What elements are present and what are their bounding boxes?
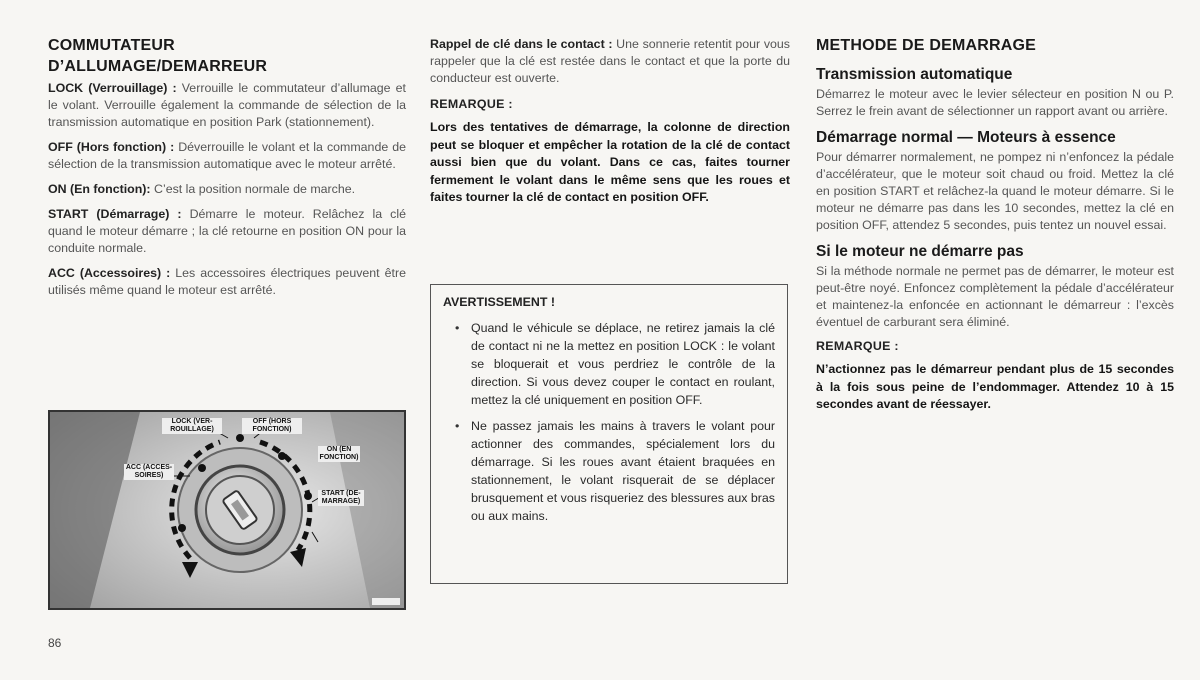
start-label: START (Démarrage) : bbox=[48, 207, 182, 221]
acc-text: Les accessoires électriques peuvent être utilisés même quand le moteur est arrêté. bbox=[48, 266, 406, 297]
reminder-paragraph bbox=[430, 36, 790, 87]
ignition-switch-figure bbox=[48, 410, 406, 610]
off-label: OFF (Hors fonction) : bbox=[48, 140, 175, 154]
warning-item: • Ne passez jamais les mains à travers le volant pour actionner des commandes, spécialement lors du démarrage. Si les roues avant étaient braquées en stationnement, le volant risquerait de se déplacer brusquement et vous risqueriez des blessures aux bras ou aux mains. bbox=[459, 417, 775, 525]
page-number: 86 bbox=[48, 636, 62, 650]
section-title-line2: D’ALLUMAGE/DEMARREUR bbox=[48, 58, 268, 75]
starting-method-title: METHODE DE DEMARRAGE bbox=[816, 37, 1037, 54]
normal-start-text: Pour démarrer normalement, ne pompez ni n’enfoncez la pédale d’accélérateur, que le moteur soit chaud ou froid. Mettez la clé en position START et relâchez-la quand le moteur démarre. Si le moteur ne démarre pas dans les 10 secondes, mettez la clé en position OFF, attendez 5 secondes, puis tentez un nouvel essai. bbox=[816, 150, 1174, 232]
figure-label-acc: ACC (ACCES- SOIRES) bbox=[125, 464, 173, 479]
column-key-reminder bbox=[430, 36, 790, 215]
normal-start-heading: Démarrage normal — Moteurs à essence bbox=[816, 129, 1116, 146]
reminder-label: Rappel de clé dans le contact : bbox=[430, 37, 613, 51]
lock-label: LOCK (Verrouillage) : bbox=[48, 81, 177, 95]
note-text: N’actionnez pas le démarreur pendant plus de 15 secondes à la fois sous peine de l’endommager. Attendez 10 à 15 secondes avant de réessayer. bbox=[816, 362, 1174, 411]
note-text: Lors des tentatives de démarrage, la colonne de direction peut se bloquer et empêcher la rotation de la clé de contact aussi bien que du volant. Dans ce cas, faites tourner fermement le volant dans le même sens que les roues et faites tourner la clé de contact en position OFF. bbox=[430, 120, 790, 204]
warning-box bbox=[430, 284, 788, 584]
figure-label-on: ON (EN FONCTION) bbox=[319, 446, 359, 461]
figure-label-off: OFF (HORS FONCTION) bbox=[242, 418, 302, 434]
on-text: C’est la position normale de marche. bbox=[150, 182, 356, 196]
note-heading: REMARQUE : bbox=[816, 339, 899, 353]
ignition-illustration bbox=[50, 412, 404, 608]
start-text: Démarre le moteur. Relâchez la clé quand le moteur démarre ; la clé retourne en position ON pour la conduite normale. bbox=[48, 207, 406, 255]
acc-label: ACC (Accessoires) : bbox=[48, 266, 171, 280]
start-paragraph bbox=[48, 206, 406, 257]
automatic-transmission-text: Démarrez le moteur avec le levier sélecteur en position N ou P. Serrez le frein avant de sélectionner un rapport avant ou arrière. bbox=[816, 87, 1174, 118]
warning-item: • Quand le véhicule se déplace, ne retirez jamais la clé de contact ni ne la mettez en position LOCK : le volant se bloquerait et vous perdriez le contrôle de la direction. Si vous devez couper le contact en roulant, mettez la clé uniquement en position OFF. bbox=[459, 319, 775, 409]
off-text: Déverrouille le volant et la commande de sélection de la transmission automatique avec le moteur arrêté. bbox=[48, 140, 407, 171]
on-label: ON (En fonction): bbox=[48, 182, 151, 196]
warning-title: AVERTISSEMENT ! bbox=[443, 295, 555, 309]
automatic-transmission-heading: Transmission automatique bbox=[816, 66, 1013, 83]
off-paragraph bbox=[48, 139, 406, 173]
note-heading: REMARQUE : bbox=[430, 97, 513, 111]
section-title-line1: COMMUTATEUR bbox=[48, 37, 175, 54]
figure-label-start: START (DE- MARRAGE) bbox=[318, 490, 364, 506]
column-ignition-switch bbox=[48, 36, 406, 307]
reminder-text: Une sonnerie retentit pour vous rappeler que la clé est restée dans le contact et que la porte du conducteur est ouverte. bbox=[430, 37, 790, 85]
warning-list bbox=[443, 319, 775, 525]
on-paragraph bbox=[48, 181, 406, 198]
engine-fails-text: Si la méthode normale ne permet pas de démarrer, le moteur est peut-être noyé. Enfoncez complètement la pédale d’accélérateur et maintenez-la enfoncée en actionnant le démarreur : l’excès éventuel de carburant sera éliminé. bbox=[816, 264, 1174, 329]
engine-fails-heading: Si le moteur ne démarre pas bbox=[816, 243, 1024, 260]
figure-label-lock: LOCK (VER- ROUILLAGE) bbox=[162, 418, 222, 434]
column-starting-method bbox=[816, 36, 1174, 422]
lock-paragraph bbox=[48, 80, 406, 131]
acc-paragraph bbox=[48, 265, 406, 299]
lock-text: Verrouille le commutateur d’allumage et le volant. Verrouille également la commande de sélection de la transmission automatique en position Park (stationnement). bbox=[48, 81, 406, 129]
